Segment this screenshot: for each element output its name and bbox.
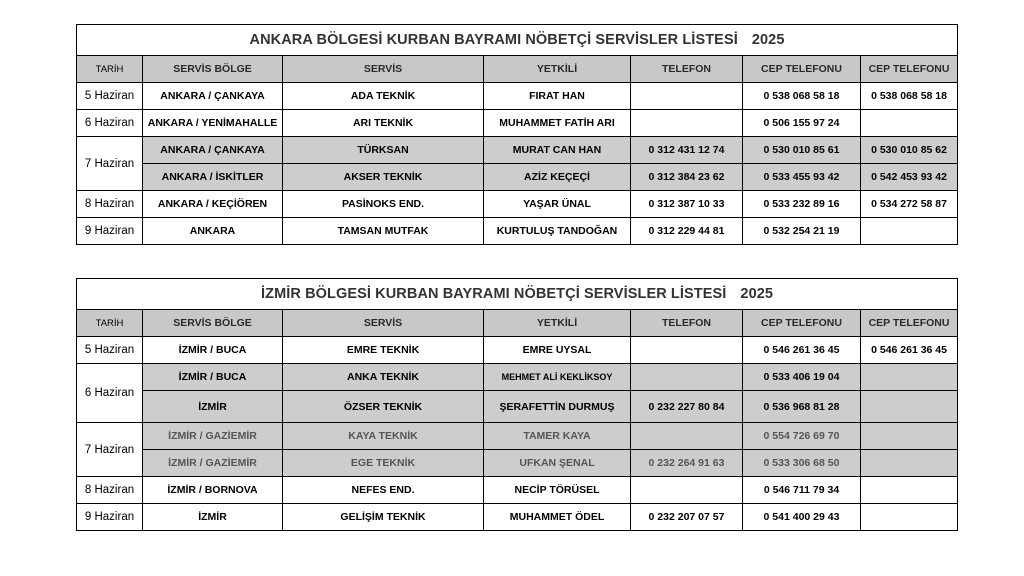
header-telefon: TELEFON [631, 310, 743, 337]
cep2-cell: 0 542 453 93 42 [861, 164, 958, 191]
cep2-cell [861, 364, 958, 391]
header-servis: SERVİS [283, 310, 484, 337]
table-row [77, 137, 958, 164]
yetkili-cell: EMRE UYSAL [484, 337, 631, 364]
servis-cell: NEFES END. [283, 477, 484, 504]
cep1-cell: 0 541 400 29 43 [743, 504, 861, 531]
telefon-cell [631, 364, 743, 391]
cep1-cell: 0 538 068 58 18 [743, 83, 861, 110]
servis-cell: TAMSAN MUTFAK [283, 218, 484, 245]
telefon-cell: 0 312 431 12 74 [631, 137, 743, 164]
header-cep-telefonu-2: CEP TELEFONU [861, 310, 958, 337]
date-cell: 5 Haziran [77, 337, 143, 364]
date-cell: 8 Haziran [77, 191, 143, 218]
cep1-cell: 0 533 232 89 16 [743, 191, 861, 218]
yetkili-cell: NECİP TÖRÜSEL [484, 477, 631, 504]
table-row [77, 337, 958, 364]
bolge-cell: ANKARA / YENİMAHALLE [143, 110, 283, 137]
table-row [77, 364, 958, 391]
cep1-cell: 0 532 254 21 19 [743, 218, 861, 245]
header-telefon: TELEFON [631, 56, 743, 83]
cep2-cell [861, 450, 958, 477]
cep1-cell: 0 546 711 79 34 [743, 477, 861, 504]
yetkili-cell: MEHMET ALİ KEKLİKSOY [484, 364, 631, 391]
servis-cell: ADA TEKNİK [283, 83, 484, 110]
cep2-cell [861, 423, 958, 450]
bolge-cell: İZMİR / BORNOVA [143, 477, 283, 504]
date-cell: 9 Haziran [77, 504, 143, 531]
bolge-cell: İZMİR / GAZİEMİR [143, 423, 283, 450]
table-row [77, 450, 958, 477]
table-title-row [77, 279, 958, 310]
table-row [77, 504, 958, 531]
header-servis-bolge: SERVİS BÖLGE [143, 310, 283, 337]
telefon-cell: 0 312 384 23 62 [631, 164, 743, 191]
yetkili-cell: YAŞAR ÜNAL [484, 191, 631, 218]
telefon-cell: 0 312 387 10 33 [631, 191, 743, 218]
cep1-cell: 0 533 455 93 42 [743, 164, 861, 191]
ankara-table-title [77, 25, 958, 56]
yetkili-cell: TAMER KAYA [484, 423, 631, 450]
yetkili-cell: UFKAN ŞENAL [484, 450, 631, 477]
header-cep-telefonu-2: CEP TELEFONU [861, 56, 958, 83]
header-servis: SERVİS [283, 56, 484, 83]
date-cell: 8 Haziran [77, 477, 143, 504]
header-cep-telefonu: CEP TELEFONU [743, 56, 861, 83]
servis-cell: ARI TEKNİK [283, 110, 484, 137]
header-cep-telefonu: CEP TELEFONU [743, 310, 861, 337]
header-yetkili: YETKİLİ [484, 56, 631, 83]
telefon-cell [631, 83, 743, 110]
izmir-duty-table [76, 278, 958, 531]
telefon-cell: 0 232 264 91 63 [631, 450, 743, 477]
cep2-cell [861, 477, 958, 504]
servis-cell: EMRE TEKNİK [283, 337, 484, 364]
yetkili-cell: MURAT CAN HAN [484, 137, 631, 164]
yetkili-cell: ŞERAFETTİN DURMUŞ [484, 391, 631, 423]
servis-cell: KAYA TEKNİK [283, 423, 484, 450]
date-cell: 7 Haziran [77, 423, 143, 477]
cep1-cell: 0 546 261 36 45 [743, 337, 861, 364]
bolge-cell: ANKARA / İSKİTLER [143, 164, 283, 191]
cep2-cell: 0 534 272 58 87 [861, 191, 958, 218]
title-text: ANKARA BÖLGESİ KURBAN BAYRAMI NÖBETÇİ SERVİSLER LİSTESİ [249, 32, 738, 48]
izmir-table-title [77, 279, 958, 310]
table-title-row [77, 25, 958, 56]
header-row [77, 56, 958, 83]
table-row [77, 164, 958, 191]
bolge-cell: İZMİR [143, 504, 283, 531]
bolge-cell: ANKARA / KEÇİÖREN [143, 191, 283, 218]
servis-cell: PASİNOKS END. [283, 191, 484, 218]
header-row [77, 310, 958, 337]
telefon-cell: 0 232 207 07 57 [631, 504, 743, 531]
table-row [77, 191, 958, 218]
ankara-duty-table [76, 24, 958, 245]
header-yetkili: YETKİLİ [484, 310, 631, 337]
header-tarih: TARİH [77, 56, 143, 83]
header-servis-bolge: SERVİS BÖLGE [143, 56, 283, 83]
telefon-cell [631, 477, 743, 504]
cep2-cell [861, 391, 958, 423]
cep1-cell: 0 506 155 97 24 [743, 110, 861, 137]
date-cell: 6 Haziran [77, 364, 143, 423]
yetkili-cell: MUHAMMET ÖDEL [484, 504, 631, 531]
yetkili-cell: MUHAMMET FATİH ARI [484, 110, 631, 137]
table-row [77, 391, 958, 423]
date-cell: 5 Haziran [77, 83, 143, 110]
table-row [77, 110, 958, 137]
cep1-cell: 0 533 406 19 04 [743, 364, 861, 391]
yetkili-cell: AZİZ KEÇEÇİ [484, 164, 631, 191]
bolge-cell: ANKARA / ÇANKAYA [143, 137, 283, 164]
bolge-cell: İZMİR / GAZİEMİR [143, 450, 283, 477]
title-year: 2025 [751, 32, 785, 48]
telefon-cell [631, 337, 743, 364]
bolge-cell: İZMİR / BUCA [143, 337, 283, 364]
table-row [77, 218, 958, 245]
yetkili-cell: KURTULUŞ TANDOĞAN [484, 218, 631, 245]
table-row [77, 477, 958, 504]
bolge-cell: ANKARA / ÇANKAYA [143, 83, 283, 110]
bolge-cell: İZMİR / BUCA [143, 364, 283, 391]
servis-cell: EGE TEKNİK [283, 450, 484, 477]
cep2-cell: 0 530 010 85 62 [861, 137, 958, 164]
telefon-cell: 0 232 227 80 84 [631, 391, 743, 423]
title-year: 2025 [740, 286, 774, 302]
cep2-cell [861, 218, 958, 245]
table-row [77, 83, 958, 110]
date-cell: 6 Haziran [77, 110, 143, 137]
servis-cell: ÖZSER TEKNİK [283, 391, 484, 423]
servis-cell: TÜRKSAN [283, 137, 484, 164]
cep1-cell: 0 530 010 85 61 [743, 137, 861, 164]
date-cell: 7 Haziran [77, 137, 143, 191]
cep1-cell: 0 533 306 68 50 [743, 450, 861, 477]
header-tarih: TARİH [77, 310, 143, 337]
servis-cell: GELİŞİM TEKNİK [283, 504, 484, 531]
telefon-cell [631, 110, 743, 137]
bolge-cell: ANKARA [143, 218, 283, 245]
cep2-cell [861, 110, 958, 137]
date-cell: 9 Haziran [77, 218, 143, 245]
servis-cell: AKSER TEKNİK [283, 164, 484, 191]
cep2-cell: 0 538 068 58 18 [861, 83, 958, 110]
telefon-cell: 0 312 229 44 81 [631, 218, 743, 245]
bolge-cell: İZMİR [143, 391, 283, 423]
cep1-cell: 0 554 726 69 70 [743, 423, 861, 450]
yetkili-cell: FIRAT HAN [484, 83, 631, 110]
servis-cell: ANKA TEKNİK [283, 364, 484, 391]
cep2-cell: 0 546 261 36 45 [861, 337, 958, 364]
cep2-cell [861, 504, 958, 531]
cep1-cell: 0 536 968 81 28 [743, 391, 861, 423]
title-text: İZMİR BÖLGESİ KURBAN BAYRAMI NÖBETÇİ SERVİSLER LİSTESİ [260, 286, 727, 302]
telefon-cell [631, 423, 743, 450]
table-row [77, 423, 958, 450]
